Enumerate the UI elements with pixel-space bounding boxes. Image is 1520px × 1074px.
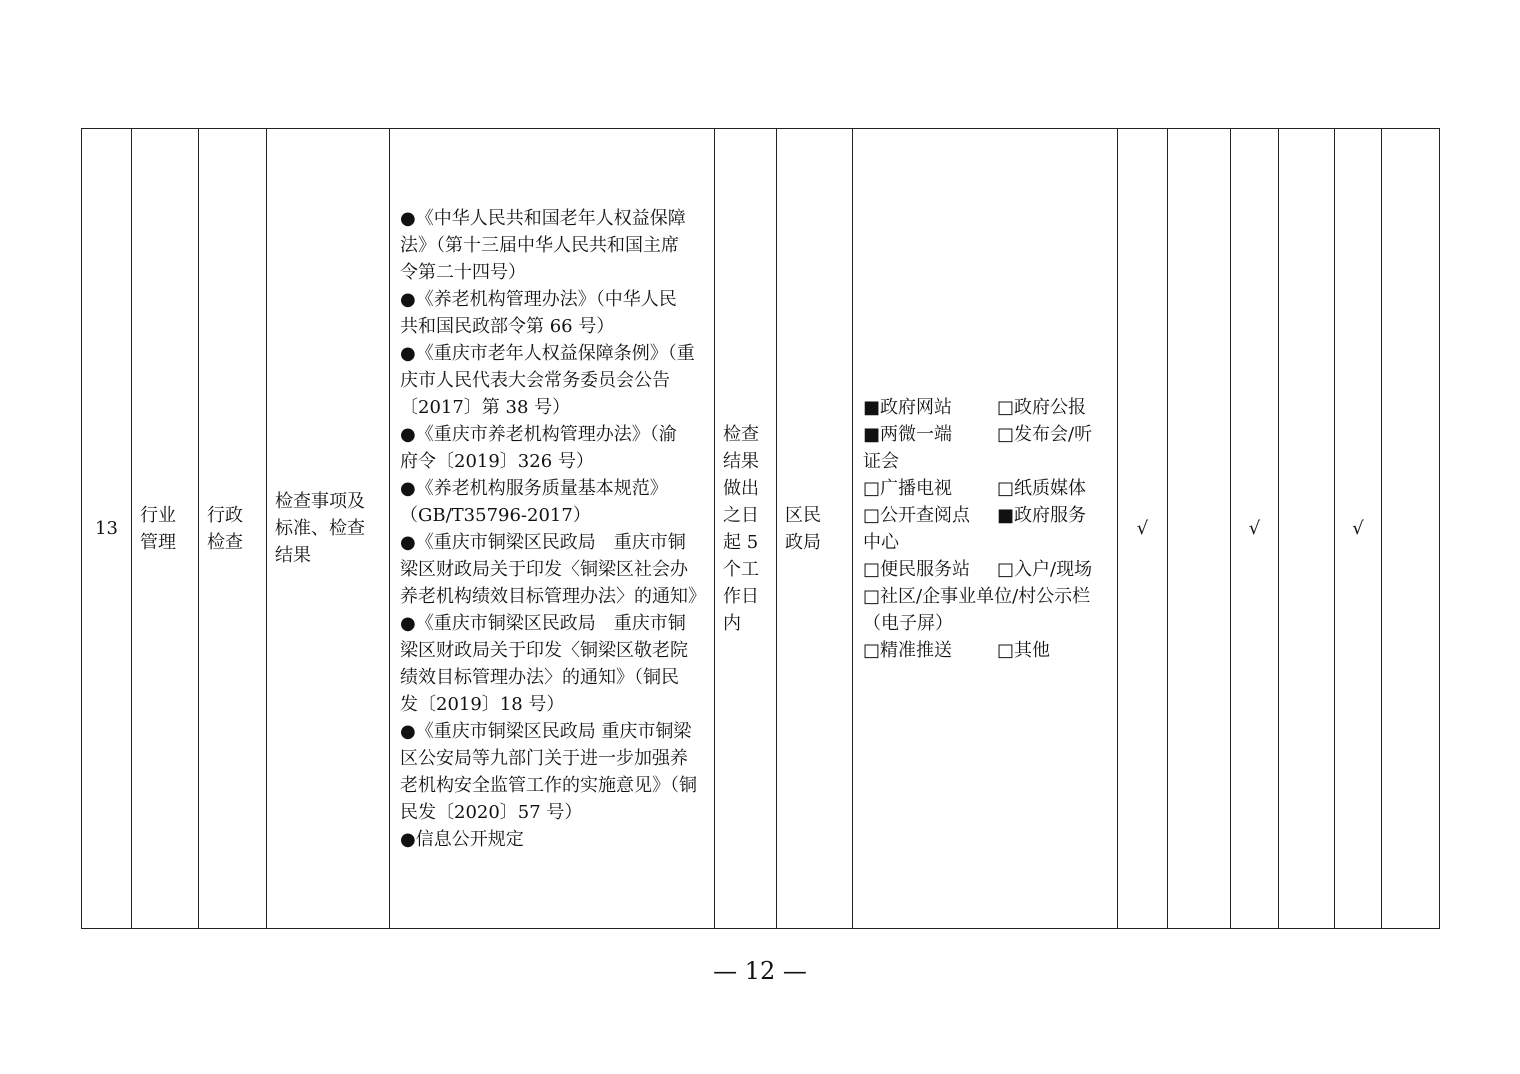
basis-line: 绩效目标管理办法〉的通知》（铜民: [400, 666, 679, 688]
channel-row: [863, 394, 1107, 421]
time-limit-line: 个工: [723, 558, 759, 580]
category-cell: [132, 129, 199, 929]
basis-line: ●《重庆市铜梁区民政局 重庆市铜梁: [400, 720, 692, 742]
basis-line: 法》（第十三届中华人民共和国主席: [400, 234, 679, 256]
basis-line: ●《养老机构管理办法》（中华人民: [400, 288, 677, 310]
channel-row: [863, 475, 1107, 502]
check-mark: [1382, 129, 1440, 929]
channel-continuation: 证会: [863, 450, 899, 472]
basis-cell: [390, 129, 715, 929]
channel-option: □政府公报: [997, 396, 1087, 418]
basis-line: 梁区财政局关于印发〈铜梁区敬老院: [400, 639, 688, 661]
basis-line: ●《重庆市铜梁区民政局 重庆市铜: [400, 531, 686, 553]
basis-line: ●《重庆市铜梁区民政局 重庆市铜: [400, 612, 686, 634]
channel-continuation: （电子屏）: [863, 612, 953, 634]
basis-line: 庆市人民代表大会常务委员会公告: [400, 369, 670, 391]
type-line: 行政: [207, 504, 243, 526]
check-mark: √: [1335, 129, 1382, 929]
channel-row: [863, 637, 1107, 664]
channel-option: ■政府服务: [997, 504, 1087, 526]
time-limit-line: 内: [723, 612, 741, 634]
channel-row: [863, 421, 1107, 448]
table-row: [82, 129, 1440, 929]
basis-line: 区公安局等九部门关于进一步加强养: [400, 747, 688, 769]
channel-option: □便民服务站: [863, 558, 971, 580]
time-limit-line: 做出: [723, 477, 759, 499]
time-limit-cell: [715, 129, 777, 929]
basis-line: 〔2017〕第 38 号）: [400, 396, 571, 418]
basis-line: 民发〔2020〕57 号）: [400, 801, 583, 823]
channels-cell: [853, 129, 1118, 929]
basis-line: ●《重庆市养老机构管理办法》（渝: [400, 423, 677, 445]
channel-option: □入户/现场: [997, 558, 1093, 580]
check-mark: √: [1118, 129, 1168, 929]
time-limit-line: 之日: [723, 504, 759, 526]
basis-line: ●《养老机构服务质量基本规范》: [400, 477, 668, 499]
channel-option: ■两微一端: [863, 423, 953, 445]
page-number: — 12 —: [713, 957, 807, 985]
content-line: 结果: [275, 545, 311, 566]
channel-continuation: 中心: [863, 531, 899, 553]
subject-line: 政局: [785, 531, 821, 553]
channel-option: □社区/企事业单位/村公示栏: [863, 585, 1091, 607]
basis-line: （GB/T35796-2017）: [400, 504, 591, 526]
disclosure-table: [81, 128, 1440, 929]
channel-option: □纸质媒体: [997, 477, 1087, 499]
basis-line: 共和国民政部令第 66 号）: [400, 315, 615, 337]
time-limit-line: 检查: [723, 423, 759, 445]
subject-cell: [777, 129, 853, 929]
channel-option: □公开查阅点: [863, 504, 971, 526]
type-line: 检查: [207, 531, 243, 553]
time-limit-line: 作日: [723, 585, 759, 607]
basis-line: 梁区财政局关于印发〈铜梁区社会办: [400, 558, 688, 580]
channel-option: ■政府网站: [863, 396, 953, 418]
category-line: 管理: [140, 531, 176, 553]
channel-option: □精准推送: [863, 639, 953, 661]
time-limit-line: 起 5: [723, 531, 759, 553]
check-mark: [1168, 129, 1231, 929]
row-index: 13: [82, 129, 132, 929]
channel-option: □其他: [997, 639, 1051, 661]
basis-line: ●《中华人民共和国老年人权益保障: [400, 207, 686, 229]
basis-line: 发〔2019〕18 号）: [400, 693, 565, 715]
basis-line: ●信息公开规定: [400, 828, 524, 850]
basis-line: ●《重庆市老年人权益保障条例》（重: [400, 342, 695, 364]
basis-line: 令第二十四号）: [400, 261, 526, 283]
time-limit-line: 结果: [723, 450, 759, 472]
category-line: 行业: [140, 504, 176, 526]
channel-option: □发布会/听: [997, 423, 1093, 445]
content-cell: [267, 129, 390, 929]
channel-row: [863, 556, 1107, 583]
basis-line: 养老机构绩效目标管理办法〉的通知》: [400, 585, 706, 607]
basis-line: 老机构安全监管工作的实施意见》（铜: [400, 774, 697, 796]
check-mark: √: [1231, 129, 1279, 929]
channel-row: [863, 502, 1107, 529]
channel-option: □广播电视: [863, 477, 953, 499]
type-cell: [199, 129, 267, 929]
check-mark: [1279, 129, 1335, 929]
subject-line: 区民: [785, 504, 821, 526]
content-line: 检查事项及: [275, 491, 365, 512]
basis-line: 府令〔2019〕326 号）: [400, 450, 594, 472]
content-line: 标准、检查: [275, 518, 365, 539]
